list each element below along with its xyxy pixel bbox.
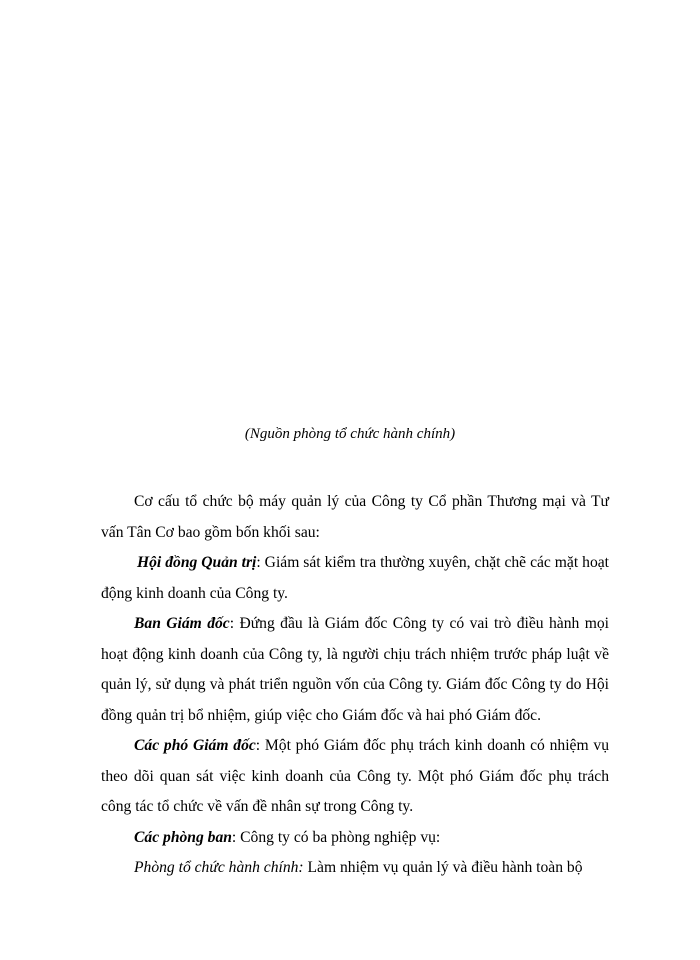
body-text	[101, 487, 609, 884]
paragraph-admin-department	[101, 853, 609, 884]
paragraph-intro	[101, 487, 609, 548]
paragraph-admin-department-term: Phòng tổ chức hành chính:	[134, 859, 304, 876]
org-chart-placeholder	[95, 40, 615, 410]
paragraph-departments	[101, 823, 609, 854]
source-caption	[0, 426, 700, 443]
paragraph-board-text: : Giám sát kiểm tra thường xuyên, chặt chẽ các mặt hoạt động kinh doanh của Công ty.	[101, 554, 610, 602]
paragraph-deputy-directors	[101, 731, 609, 823]
paragraph-board	[101, 548, 609, 609]
paragraph-departments-text: : Công ty có ba phòng nghiệp vụ:	[231, 828, 441, 846]
paragraph-departments-term: Các phòng ban	[134, 828, 232, 846]
paragraph-admin-department-text: Làm nhiệm vụ quản lý và điều hành toàn bộ	[303, 859, 583, 876]
paragraph-deputy-directors-term: Các phó Giám đốc	[134, 737, 256, 754]
source-caption-text: Nguồn phòng tổ chức hành chính	[249, 426, 451, 442]
paragraph-directors-term: Ban Giám đốc	[134, 615, 230, 632]
source-caption-close: )	[450, 426, 456, 442]
paragraph-intro-text: Cơ cấu tổ chức bộ máy quản lý của Công ty Cổ phần Thương mại và Tư vấn Tân Cơ bao gồm bốn khối sau:	[101, 493, 609, 541]
paragraph-directors	[101, 609, 609, 731]
paragraph-board-term: Hội đồng Quản trị	[137, 554, 257, 571]
source-caption-open: (	[244, 426, 250, 442]
paragraph-deputy-directors-text: : Một phó Giám đốc phụ trách kinh doanh có nhiệm vụ theo dõi quan sát việc kinh doanh của Công ty. Một phó Giám đốc phụ trách công tác tổ chức về vấn đề nhân sự trong Công ty.	[101, 737, 609, 815]
paragraph-directors-text: : Đứng đầu là Giám đốc Công ty có vai trò điều hành mọi hoạt động kinh doanh của Công ty, là người chịu trách nhiệm trước pháp luật về quản lý, sử dụng và phát triển nguồn vốn của Công ty. Giám đốc Công ty do Hội đồng quản trị bổ nhiệm, giúp việc cho Giám đốc và hai phó Giám đốc.	[101, 615, 609, 724]
